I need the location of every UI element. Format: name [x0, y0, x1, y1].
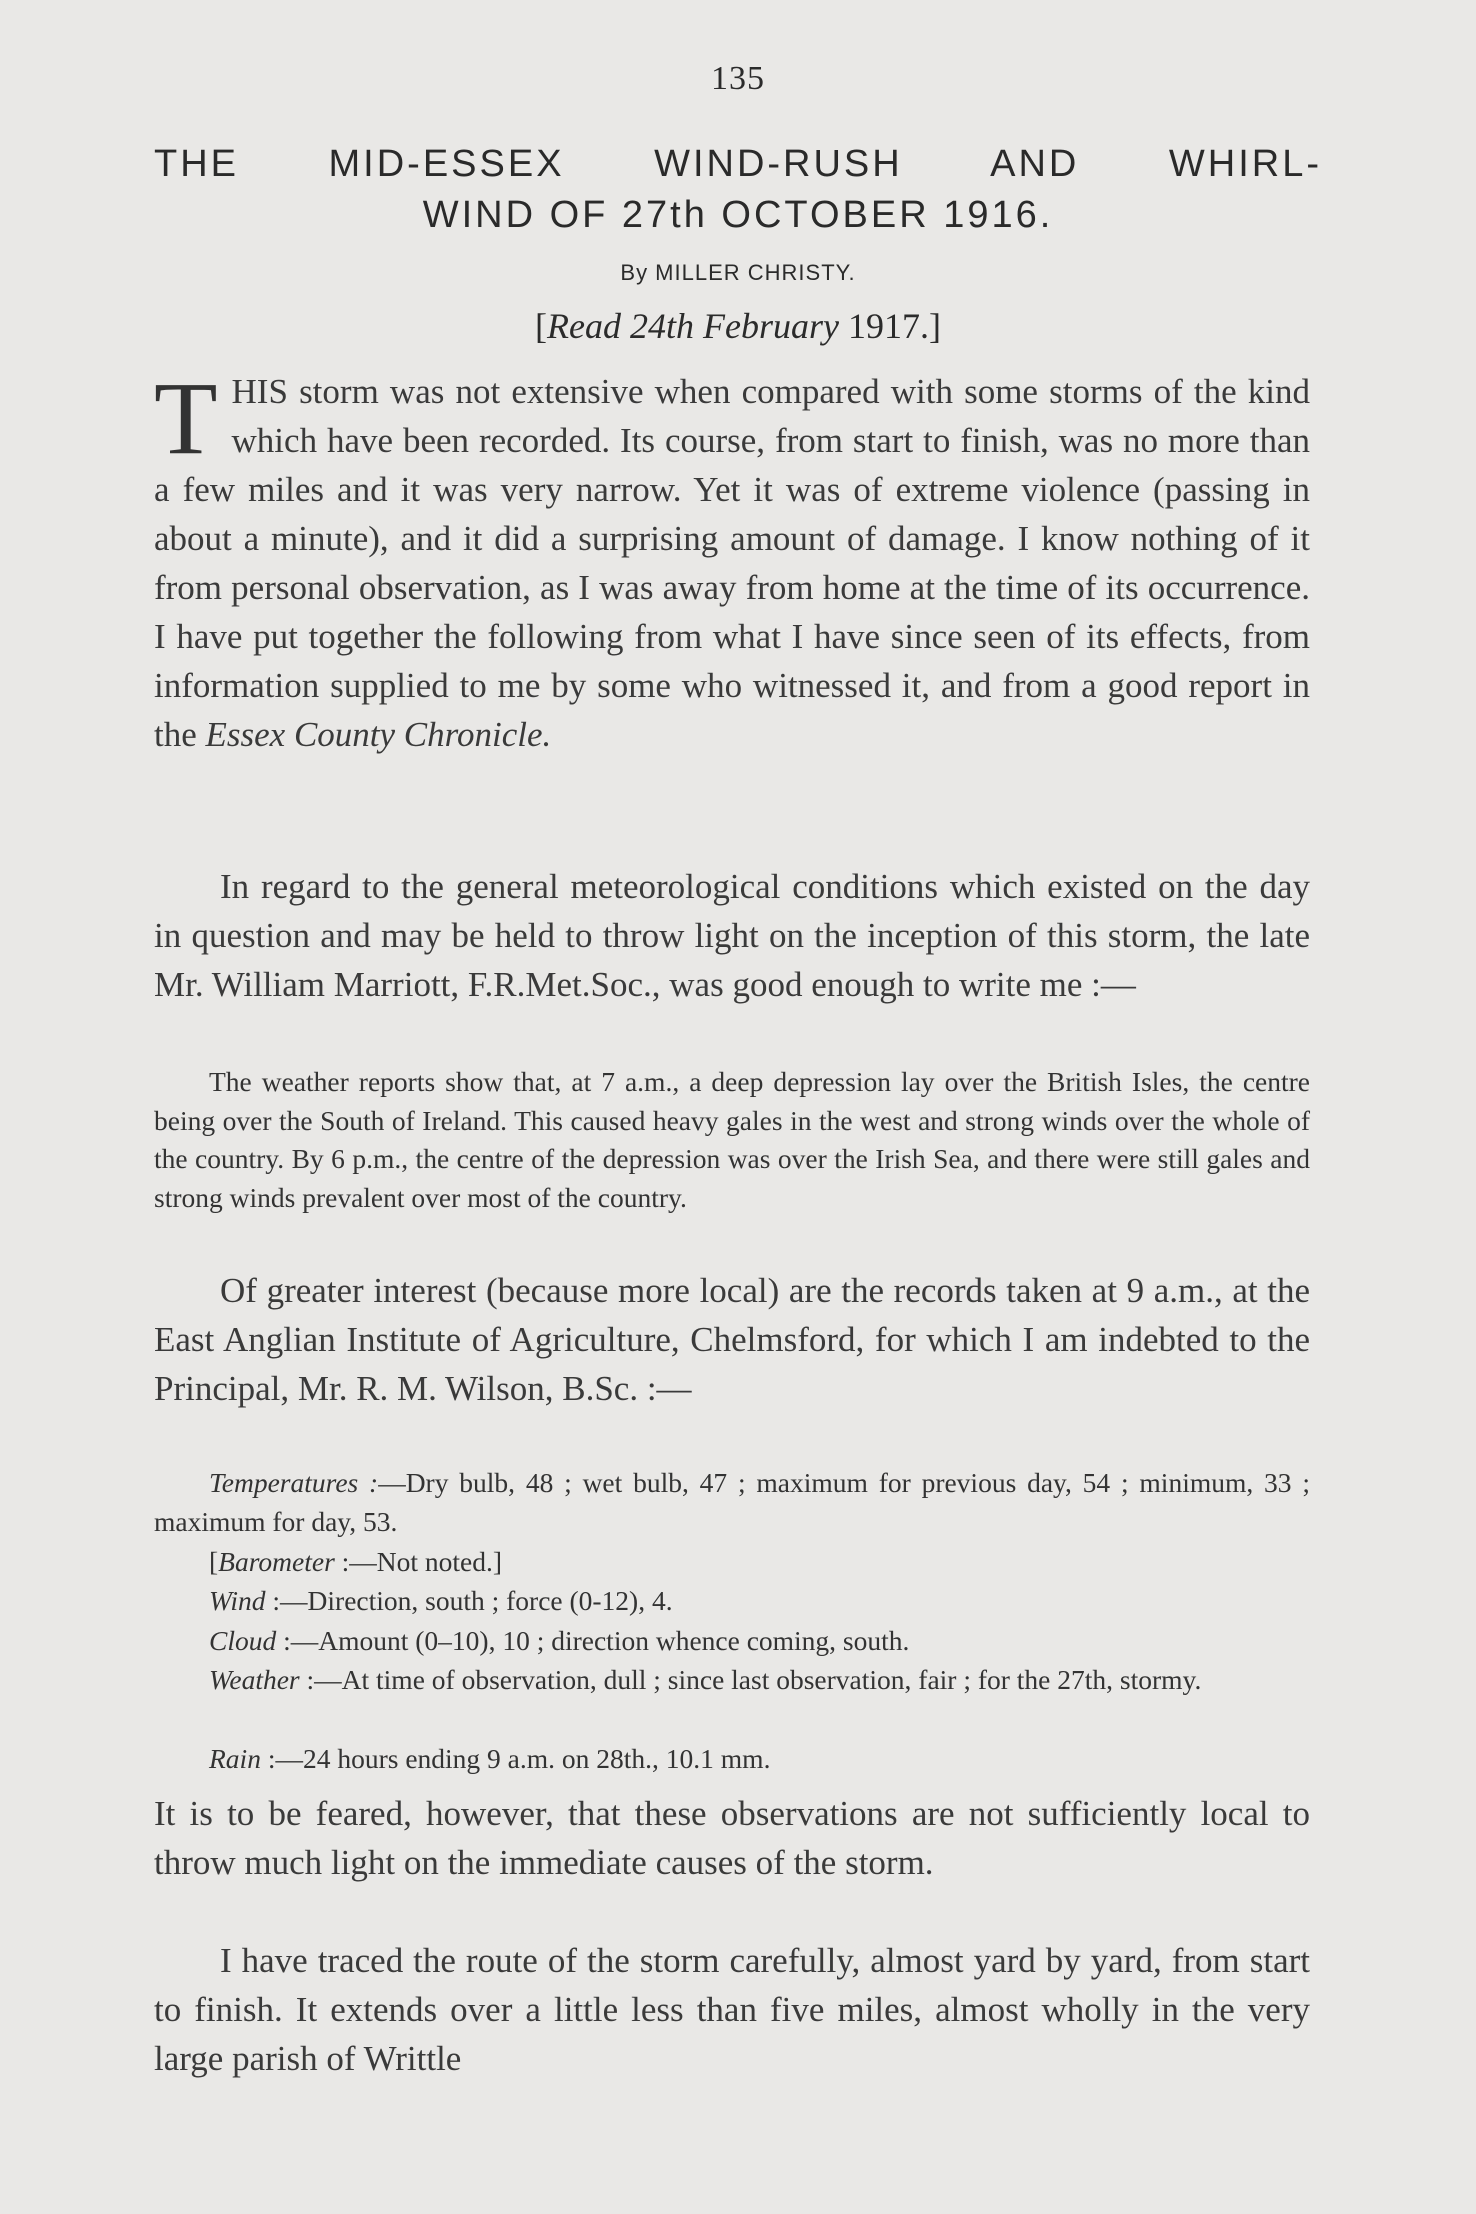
obs-rain-label: Rain — [209, 1743, 261, 1774]
obs-barometer-label: Barometer — [218, 1546, 335, 1577]
obs-cloud — [154, 1622, 1310, 1661]
obs-cloud-label: Cloud — [209, 1625, 277, 1656]
obs-rain — [154, 1740, 1310, 1779]
obs-temperatures-text: —Dry bulb, 48 ; wet bulb, 47 ; maximum for previous day, 54 ; minimum, 33 ; maximum for day, 53. — [154, 1467, 1310, 1537]
paragraph-1 — [154, 361, 1310, 759]
drop-cap: T — [154, 361, 218, 476]
newspaper-title: Essex County Chronicle. — [205, 715, 552, 754]
obs-cloud-text: :—Amount (0–10), 10 ; direction whence coming, south. — [276, 1625, 910, 1656]
article-title-line-2: WIND OF 27th OCTOBER 1916. — [422, 194, 1054, 236]
paragraph-5: I have traced the route of the storm carefully, almost yard by yard, from start to finish. It extends over a little less than five miles, almost wholly in the very large parish of Writtle — [154, 1941, 1310, 2078]
obs-weather-text: :—At time of observation, dull ; since last observation, fair ; for the 27th, stormy. — [299, 1664, 1202, 1695]
paragraph-1-text: HIS storm was not extensive when compared with some storms of the kind which have been recorded. Its course, from start to finish, was no more than a few miles and it was very narrow. Yet it was of extreme violence (passing in about a minute), and it did a surprising amount of damage. I know nothing of it from personal observation, as I was away from home at the time of its occurrence. I have put together the following from what I have since seen of its effects, from information supplied to me by some who witnessed it, and from a good report in the — [154, 372, 1310, 754]
article-title-line-1: THE MID-ESSEX WIND-RUSH AND WHIRL- — [154, 143, 1322, 185]
paragraph-2: In regard to the general meteorological conditions which existed on the day in question and may be held to throw light on the inception of this storm, the late Mr. William Marriott, F.R.Met.Soc., was good enough to write me :— — [154, 867, 1310, 1004]
page-number: 135 — [711, 60, 765, 97]
obs-wind — [154, 1582, 1310, 1621]
obs-wind-label: Wind — [209, 1585, 266, 1616]
obs-barometer-text: :—Not noted.] — [334, 1546, 503, 1577]
obs-barometer-open: [ — [209, 1546, 219, 1577]
read-date — [0, 305, 1476, 347]
obs-rain-text: :—24 hours ending 9 a.m. on 28th., 10.1 mm. — [260, 1743, 771, 1774]
paragraph-4: It is to be feared, however, that these observations are not sufficiently local to throw much light on the immediate causes of the storm. — [154, 1794, 1310, 1882]
obs-wind-text: :—Direction, south ; force (0-12), 4. — [265, 1585, 673, 1616]
read-date-close: 1917.] — [838, 306, 941, 346]
obs-temperatures — [154, 1464, 1310, 1541]
obs-barometer — [154, 1543, 1310, 1582]
paragraph-3: Of greater interest (because more local) are the records taken at 9 a.m., at the East Anglian Institute of Agriculture, Chelmsford, for which I am indebted to the Principal, Mr. R. M. Wilson, B.Sc. :— — [154, 1271, 1310, 1408]
read-date-italic: Read 24th February — [547, 306, 839, 346]
obs-weather-label: Weather — [209, 1664, 300, 1695]
obs-weather — [154, 1661, 1310, 1700]
read-date-open: [ — [535, 306, 548, 346]
weather-report-quote: The weather reports show that, at 7 a.m., a deep depression lay over the British Isles, the centre being over the South of Ireland. This caused heavy gales in the west and strong winds over the whole of the country. By 6 p.m., the centre of the depression was over the Irish Sea, and there were still gales and strong winds prevalent over most of the country. — [154, 1066, 1310, 1213]
obs-temperatures-label: Temperatures : — [209, 1467, 379, 1498]
author-byline: By MILLER CHRISTY. — [620, 260, 856, 285]
